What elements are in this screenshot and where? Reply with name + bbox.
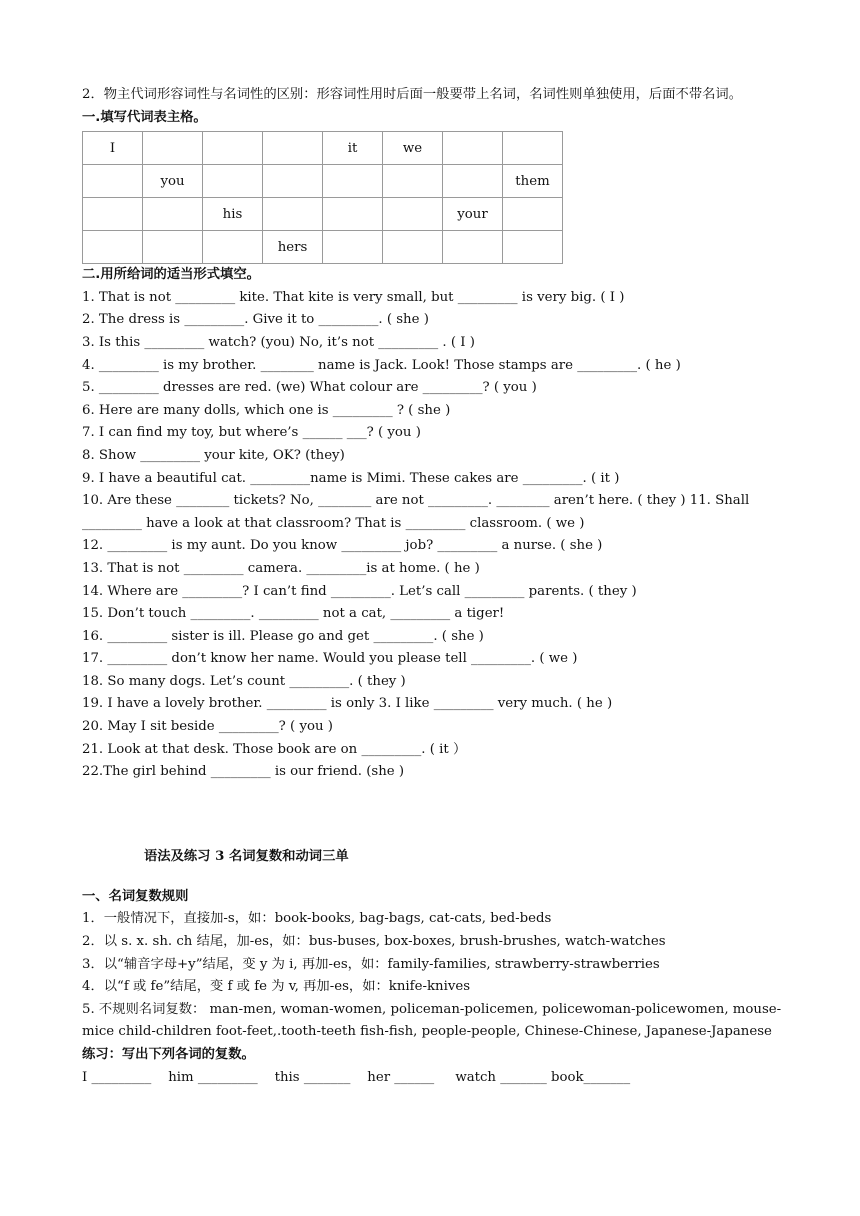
exercise-item: 8. Show _________ your kite, OK? (they) bbox=[82, 447, 345, 463]
pronoun-table-cell bbox=[443, 231, 503, 264]
exercise-item: 13. That is not _________ camera. _________is at home. ( he ) bbox=[82, 560, 480, 576]
exercise-item: 6. Here are many dolls, which one is _________ ? ( she ) bbox=[82, 402, 451, 418]
exercise-list bbox=[82, 287, 782, 784]
practice-title: 练习：写出下列各词的复数。 bbox=[82, 1047, 255, 1062]
pronoun-table-cell: his bbox=[203, 198, 263, 231]
plural-rule: 3．以“辅音字母+y”结尾，变 y 为 i, 再加-es，如：family-families, strawberry-strawberries bbox=[82, 956, 660, 972]
pronoun-table-row bbox=[83, 132, 563, 165]
possessive-note: 2．物主代词形容词性与名词性的区别：形容词性用时后面一般要带上名词，名词性则单独使用，后面不带名词。 bbox=[82, 87, 743, 102]
exercise-item: 7. I can find my toy, but where’s ______ ___? ( you ) bbox=[82, 425, 421, 441]
exercise-item: 20. May I sit beside _________? ( you ) bbox=[82, 719, 333, 735]
exercise-item: 9. I have a beautiful cat. _________name is Mimi. These cakes are _________. ( it ) bbox=[82, 470, 620, 486]
exercise-item: 5. _________ dresses are red. (we) What colour are _________? ( you ) bbox=[82, 380, 537, 396]
pronoun-table-cell: your bbox=[443, 198, 503, 231]
plural-rule: 5. 不规则名词复数： man-men, woman-women, policeman-policemen, policewoman-policewomen, mouse-mice child-children foot-feet,.tooth-teeth fish-fish, people-people, Chinese-Chinese, Japanese-Japanese bbox=[82, 1001, 782, 1040]
exercise-item: 14. Where are _________? I can’t find _________. Let’s call _________ parents. ( they ) bbox=[82, 583, 637, 599]
pronoun-table bbox=[82, 131, 563, 264]
pronoun-table-cell bbox=[83, 231, 143, 264]
pronoun-table-cell bbox=[263, 165, 323, 198]
pronoun-table-cell bbox=[383, 231, 443, 264]
pronoun-table-cell: it bbox=[323, 132, 383, 165]
pronoun-table-cell bbox=[383, 198, 443, 231]
plural-rule: 2．以 s. x. sh. ch 结尾，加-es，如：bus-buses, box-boxes, brush-brushes, watch-watches bbox=[82, 934, 666, 950]
plural-rule: 4．以“f 或 fe”结尾，变 f 或 fe 为 v, 再加-es，如：knife-knives bbox=[82, 979, 471, 995]
pronoun-table-cell bbox=[203, 231, 263, 264]
pronoun-table-cell bbox=[503, 231, 563, 264]
pronoun-table-cell bbox=[143, 231, 203, 264]
plural-rules-list bbox=[82, 908, 782, 1044]
pronoun-table-cell bbox=[83, 165, 143, 198]
pronoun-table-cell bbox=[503, 132, 563, 165]
exercise-item: 19. I have a lovely brother. _________ is only 3. I like _________ very much. ( he ) bbox=[82, 696, 613, 712]
pronoun-table-cell bbox=[143, 132, 203, 165]
pronoun-table-cell bbox=[203, 132, 263, 165]
pronoun-table-cell bbox=[323, 198, 383, 231]
document-page bbox=[82, 84, 782, 1089]
exercise-item: 16. _________ sister is ill. Please go and get _________. ( she ) bbox=[82, 628, 484, 644]
plural-rule: 1．一般情况下，直接加-s，如：book-books, bag-bags, cat-cats, bed-beds bbox=[82, 911, 552, 927]
pronoun-table-cell bbox=[503, 198, 563, 231]
pronoun-table-cell: you bbox=[143, 165, 203, 198]
exercise-item: 21. Look at that desk. Those book are on _________. ( it ） bbox=[82, 741, 467, 757]
practice-line: I _________ him _________ this _______ her ______ watch _______ book_______ bbox=[82, 1069, 631, 1085]
exercise-item: 1. That is not _________ kite. That kite is very small, but _________ is very big. ( I ) bbox=[82, 289, 625, 305]
pronoun-table-cell bbox=[443, 165, 503, 198]
exercise-item: 18. So many dogs. Let’s count _________. ( they ) bbox=[82, 673, 406, 689]
pronoun-table-cell: hers bbox=[263, 231, 323, 264]
section2-title: 二.用所给词的适当形式填空。 bbox=[82, 267, 260, 283]
section1-title: 一.填写代词表主格。 bbox=[82, 109, 207, 125]
pronoun-table-row bbox=[83, 165, 563, 198]
pronoun-table-cell: them bbox=[503, 165, 563, 198]
exercise-item: 4. _________ is my brother. ________ name is Jack. Look! Those stamps are _________. ( he ) bbox=[82, 357, 681, 373]
pronoun-table-cell bbox=[203, 165, 263, 198]
plural-rules-title: 一、名词复数规则 bbox=[82, 888, 189, 904]
pronoun-table-cell bbox=[443, 132, 503, 165]
exercise-item: 15. Don’t touch _________. _________ not a cat, _________ a tiger! bbox=[82, 606, 505, 622]
exercise-item: 22.The girl behind _________ is our friend. (she ) bbox=[82, 764, 405, 780]
exercise-item: 17. _________ don’t know her name. Would you please tell _________. ( we ) bbox=[82, 651, 578, 667]
exercise-item: 2. The dress is _________. Give it to _________. ( she ) bbox=[82, 312, 429, 328]
pronoun-table-cell: I bbox=[83, 132, 143, 165]
exercise-item: 3. Is this _________ watch? (you) No, it’s not _________ . ( I ) bbox=[82, 334, 475, 350]
exercise-item: 10. Are these ________ tickets? No, ________ are not _________. ________ aren’t here. ( they ) 11. Shall _________ have a look at that classroom? That is _________ classroom. ( we ) bbox=[82, 493, 750, 531]
pronoun-table-cell bbox=[383, 165, 443, 198]
pronoun-table-cell bbox=[323, 165, 383, 198]
lesson3-title: 语法及练习 3 名词复数和动词三单 bbox=[144, 848, 349, 864]
pronoun-table-cell bbox=[83, 198, 143, 231]
pronoun-table-cell bbox=[143, 198, 203, 231]
pronoun-table-cell: we bbox=[383, 132, 443, 165]
pronoun-table-cell bbox=[263, 198, 323, 231]
pronoun-table-cell bbox=[263, 132, 323, 165]
pronoun-table-cell bbox=[323, 231, 383, 264]
exercise-item: 12. _________ is my aunt. Do you know _________ job? _________ a nurse. ( she ) bbox=[82, 538, 603, 554]
pronoun-table-row bbox=[83, 198, 563, 231]
pronoun-table-row bbox=[83, 231, 563, 264]
